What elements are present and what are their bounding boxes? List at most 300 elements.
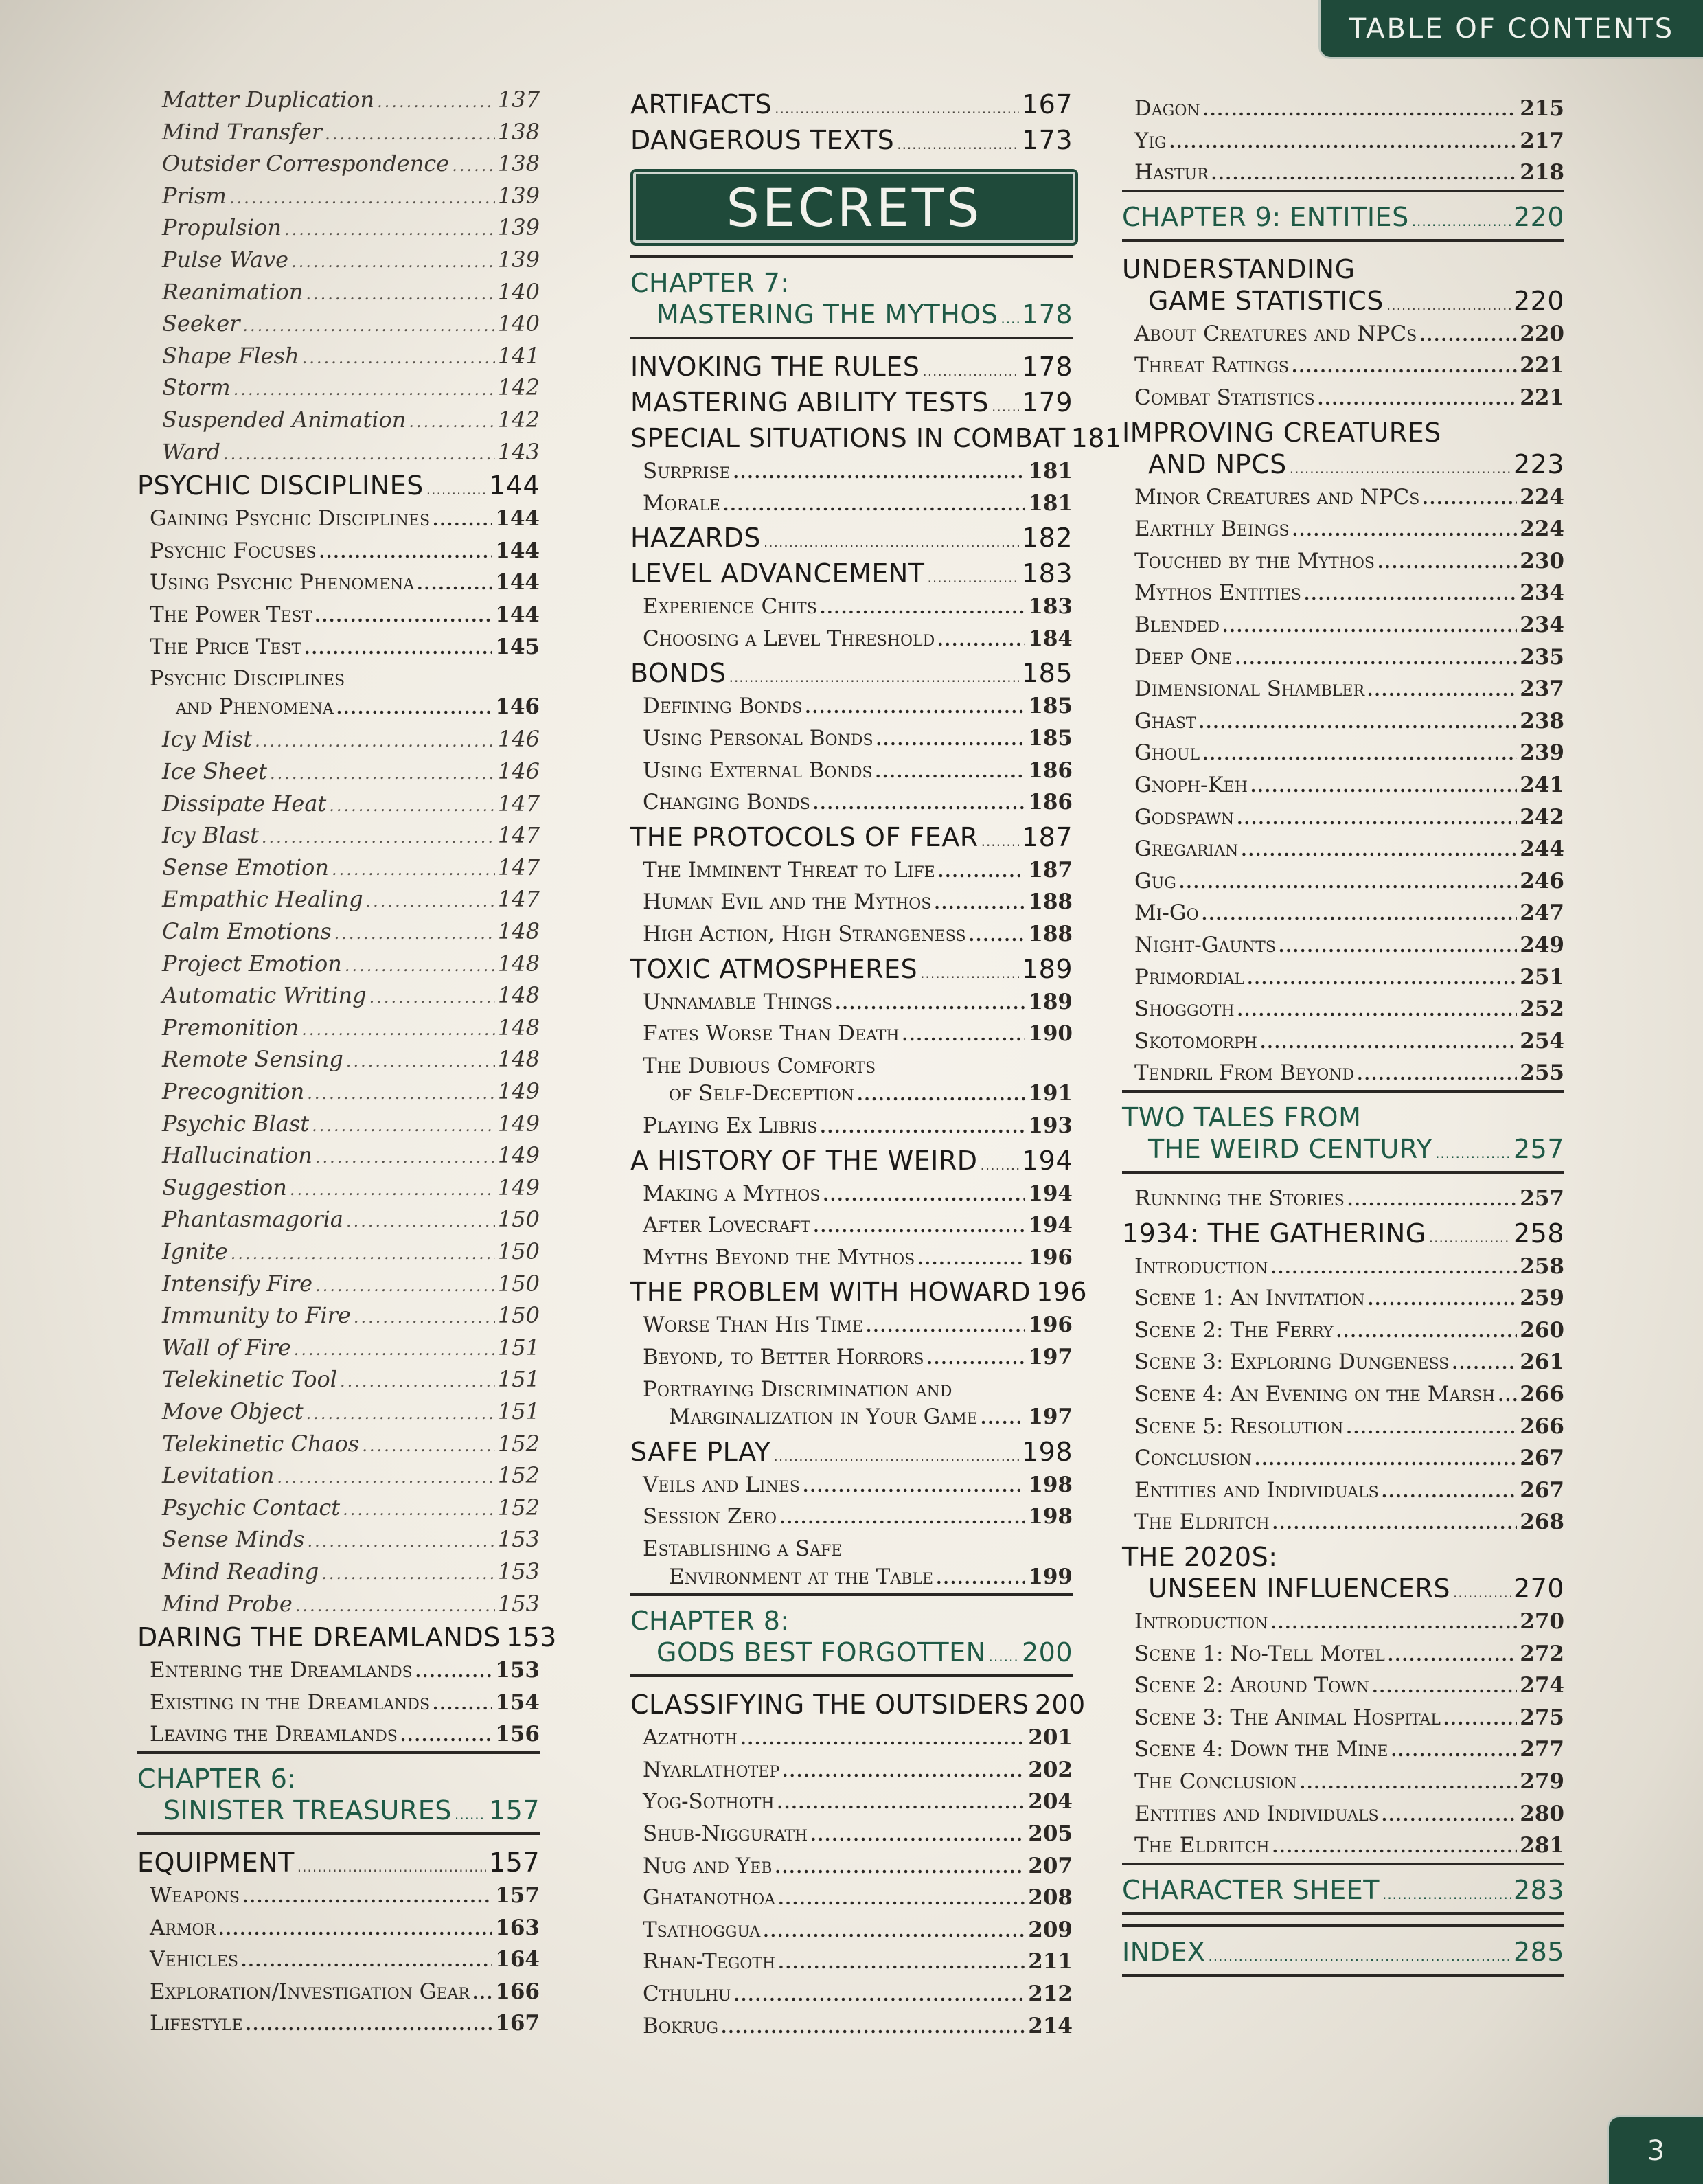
- toc-entry-label: THE WEIRD CENTURY: [1148, 1134, 1433, 1164]
- toc-entry-label: Night-Gaunts: [1134, 933, 1276, 957]
- toc-entry[interactable]: [643, 1758, 1073, 1782]
- dot-leader: [803, 1472, 1025, 1497]
- toc-entry[interactable]: [162, 214, 540, 240]
- toc-entry[interactable]: [150, 1915, 540, 1940]
- dot-leader: [782, 1758, 1025, 1782]
- toc-entry-label: THE PROBLEM WITH HOWARD: [630, 1277, 1031, 1308]
- toc-section-entry[interactable]: [630, 387, 1073, 418]
- dot-leader: [472, 1979, 492, 2004]
- toc-entry[interactable]: [643, 1789, 1073, 1814]
- toc-section-entry[interactable]: [1148, 286, 1564, 316]
- dot-leader: [721, 2014, 1025, 2038]
- dot-leader: [1272, 1510, 1518, 1534]
- dot-leader: [346, 1046, 495, 1072]
- toc-entry[interactable]: [162, 918, 540, 944]
- toc-entry[interactable]: [162, 726, 540, 752]
- toc-entry-page: 197: [1028, 1404, 1073, 1430]
- toc-entry[interactable]: [1134, 1737, 1564, 1762]
- toc-entry-page: 138: [497, 150, 540, 177]
- toc-entry-label: Reanimation: [162, 278, 304, 305]
- toc-entry-page: 151: [497, 1366, 540, 1393]
- dot-leader: [277, 1462, 495, 1488]
- dot-leader: [1292, 516, 1518, 541]
- dot-leader: [1250, 773, 1517, 797]
- toc-entry-page: 230: [1520, 548, 1564, 573]
- toc-entry[interactable]: [162, 790, 540, 817]
- toc-entry[interactable]: [1134, 96, 1564, 121]
- toc-entry[interactable]: [162, 1174, 540, 1201]
- toc-entry-page: 179: [1021, 387, 1073, 418]
- toc-entry[interactable]: [643, 889, 1073, 914]
- toc-entry-label: IMPROVING CREATURES: [1122, 417, 1441, 448]
- toc-entry[interactable]: [162, 1014, 540, 1040]
- toc-entry-label: SINISTER TREASURES: [163, 1795, 452, 1825]
- toc-entry-label: HAZARDS: [630, 523, 761, 554]
- toc-entry[interactable]: [1134, 1286, 1564, 1310]
- toc-entry[interactable]: [643, 1918, 1073, 1942]
- toc-entry[interactable]: [162, 1431, 540, 1457]
- toc-entry[interactable]: [162, 150, 540, 177]
- chapter-divider: [1122, 1090, 1564, 1093]
- toc-entry[interactable]: [162, 951, 540, 977]
- toc-entry[interactable]: [643, 1312, 1073, 1337]
- toc-entry[interactable]: [669, 1404, 1073, 1429]
- dot-leader: [729, 658, 1019, 688]
- toc-entry[interactable]: [1134, 709, 1564, 733]
- toc-entry-label: Scene 4: An Evening on the Marsh: [1134, 1382, 1496, 1407]
- toc-entry-page: 148: [497, 982, 540, 1009]
- toc-chapter-entry[interactable]: [1148, 1134, 1564, 1164]
- toc-entry-label: Dimensional Shambler: [1134, 676, 1365, 702]
- toc-entry-label: Ghoul: [1134, 740, 1200, 766]
- toc-entry[interactable]: [162, 1526, 540, 1552]
- toc-entry[interactable]: [162, 279, 540, 305]
- dot-leader: [294, 1334, 495, 1361]
- dot-leader: [329, 790, 495, 817]
- toc-entry-label: Gaining Psychic Disciplines: [150, 506, 431, 532]
- toc-entry[interactable]: [162, 374, 540, 400]
- toc-entry-label: Storm: [162, 374, 231, 401]
- toc-section-entry[interactable]: [1148, 1573, 1564, 1604]
- toc-entry[interactable]: [162, 119, 540, 145]
- toc-entry-label: Pulse Wave: [162, 247, 289, 273]
- toc-entry[interactable]: [643, 1021, 1073, 1046]
- toc-entry[interactable]: [1134, 1029, 1564, 1054]
- dot-leader: [1270, 1609, 1517, 1634]
- toc-entry[interactable]: [1134, 549, 1564, 573]
- dot-leader: [778, 1885, 1025, 1910]
- toc-entry-page: 234: [1520, 580, 1564, 606]
- toc-entry[interactable]: [643, 1949, 1073, 1974]
- toc-entry-label: DANGEROUS TEXTS: [630, 125, 895, 155]
- toc-entry[interactable]: [162, 822, 540, 848]
- toc-entry-label: Defining Bonds: [643, 694, 803, 719]
- toc-entry[interactable]: [643, 922, 1073, 946]
- toc-entry[interactable]: [162, 1142, 540, 1168]
- toc-entry-page: 183: [1021, 558, 1073, 589]
- dot-leader: [308, 1526, 495, 1552]
- toc-entry-page: 247: [1520, 900, 1564, 926]
- toc-entry[interactable]: [1134, 1382, 1564, 1407]
- dot-leader: [928, 558, 1019, 589]
- toc-entry-label: Mind Transfer: [162, 118, 323, 145]
- toc-entry-label: Nug and Yeb: [643, 1853, 773, 1878]
- toc-entry[interactable]: [162, 87, 540, 113]
- toc-entry-label: Wall of Fire: [162, 1334, 291, 1361]
- toc-entry[interactable]: [162, 1591, 540, 1617]
- toc-entry-label: Godspawn: [1134, 804, 1235, 830]
- toc-entry[interactable]: [1134, 740, 1564, 765]
- toc-entry-page: 163: [495, 1915, 540, 1940]
- toc-entry[interactable]: [1134, 1673, 1564, 1698]
- toc-entry-label: of Self-Deception: [669, 1081, 855, 1106]
- toc-entry[interactable]: [1134, 1060, 1564, 1085]
- toc-section-entry[interactable]: [630, 658, 1073, 688]
- dot-leader: [336, 694, 493, 719]
- toc-section-entry[interactable]: [630, 954, 1073, 984]
- toc-entry[interactable]: [643, 758, 1073, 783]
- toc-entry-label: Deep One: [1134, 644, 1233, 670]
- toc-entry[interactable]: [1134, 869, 1564, 894]
- toc-entry[interactable]: [643, 990, 1073, 1014]
- dot-leader: [981, 1146, 1019, 1176]
- toc-entry[interactable]: [1134, 1609, 1564, 1634]
- toc-entry[interactable]: [150, 1883, 540, 1908]
- toc-chapter-entry[interactable]: [1122, 1937, 1564, 1967]
- toc-entry-page: 261: [1520, 1350, 1564, 1375]
- toc-entry[interactable]: [643, 1854, 1073, 1878]
- dot-leader: [927, 1345, 1026, 1369]
- toc-entry-label: Suggestion: [162, 1174, 287, 1201]
- dot-leader: [936, 1565, 1025, 1589]
- toc-entry[interactable]: [643, 1113, 1073, 1138]
- toc-entry-label: Beyond, to Better Horrors: [643, 1345, 924, 1369]
- toc-entry-label: 1934: THE GATHERING: [1122, 1218, 1426, 1249]
- dot-leader: [813, 790, 1026, 815]
- dot-leader: [218, 1915, 492, 1940]
- dot-leader: [897, 125, 1019, 155]
- toc-entry[interactable]: [643, 858, 1073, 883]
- toc-entry[interactable]: [1134, 1801, 1564, 1826]
- toc-entry-label: SPECIAL SITUATIONS IN COMBAT: [630, 423, 1066, 453]
- dot-leader: [920, 954, 1019, 984]
- toc-entry[interactable]: [1134, 1318, 1564, 1343]
- toc-entry-page: 147: [497, 822, 540, 849]
- toc-entry[interactable]: [150, 635, 540, 659]
- toc-entry[interactable]: [1134, 805, 1564, 830]
- chapter-divider: [630, 255, 1073, 258]
- toc-chapter-entry[interactable]: [1122, 202, 1564, 232]
- toc-entry[interactable]: [150, 1722, 540, 1747]
- toc-entry-label: LEVEL ADVANCEMENT: [630, 558, 925, 589]
- toc-entry[interactable]: [643, 726, 1073, 751]
- toc-entry[interactable]: [643, 790, 1073, 815]
- toc-entry-page: 173: [1021, 125, 1073, 155]
- dot-leader: [229, 183, 495, 209]
- toc-entry[interactable]: [1134, 1641, 1564, 1666]
- toc-entry[interactable]: [162, 343, 540, 369]
- toc-entry[interactable]: [1134, 1414, 1564, 1439]
- toc-entry[interactable]: [1134, 321, 1564, 346]
- toc-entry-page: 196: [1028, 1244, 1073, 1270]
- toc-entry[interactable]: [162, 1302, 540, 1328]
- toc-entry-page: 277: [1520, 1737, 1564, 1762]
- toc-entry-page: 152: [497, 1430, 540, 1457]
- toc-chapter-entry[interactable]: [1122, 1875, 1564, 1905]
- dot-leader: [1336, 1318, 1518, 1343]
- toc-entry[interactable]: [1134, 965, 1564, 990]
- dot-leader: [1382, 1478, 1518, 1503]
- toc-entry[interactable]: [1134, 645, 1564, 670]
- toc-chapter-entry[interactable]: [163, 1795, 540, 1825]
- toc-entry-page: 142: [497, 374, 540, 401]
- dot-leader: [409, 407, 495, 433]
- toc-entry[interactable]: [162, 407, 540, 433]
- toc-entry[interactable]: [1134, 1705, 1564, 1730]
- dot-leader: [1357, 1060, 1517, 1085]
- toc-entry[interactable]: [643, 1504, 1073, 1529]
- toc-entry[interactable]: [1134, 837, 1564, 861]
- toc-section-entry[interactable]: [630, 1690, 1086, 1720]
- toc-entry[interactable]: [162, 1046, 540, 1072]
- toc-entry[interactable]: [150, 2011, 540, 2036]
- toc-entry[interactable]: [150, 1658, 540, 1683]
- toc-chapter-entry[interactable]: [656, 1637, 1073, 1668]
- toc-entry[interactable]: [643, 1821, 1073, 1846]
- toc-entry[interactable]: [643, 1885, 1073, 1910]
- toc-entry-label: Project Emotion: [162, 950, 342, 977]
- toc-entry[interactable]: [162, 886, 540, 912]
- toc-section-entry[interactable]: [630, 352, 1073, 382]
- toc-entry[interactable]: [1134, 676, 1564, 701]
- toc-entry-page: 200: [1034, 1690, 1086, 1720]
- toc-chapter-entry[interactable]: [656, 299, 1073, 330]
- toc-entry-page: 140: [497, 310, 540, 337]
- dot-leader: [343, 1494, 495, 1521]
- toc-entry[interactable]: [1134, 1510, 1564, 1534]
- toc-section-entry[interactable]: [630, 1277, 1088, 1308]
- toc-entry[interactable]: [150, 1947, 540, 1972]
- toc-section-entry[interactable]: [630, 523, 1073, 553]
- toc-entry[interactable]: [150, 570, 540, 595]
- toc-entry-page: 259: [1520, 1286, 1564, 1311]
- toc-section-entry[interactable]: [630, 1146, 1073, 1176]
- toc-entry[interactable]: [162, 1238, 540, 1264]
- toc-entry-page: 153: [497, 1558, 540, 1584]
- toc-entry[interactable]: [1134, 1769, 1564, 1794]
- dot-leader: [291, 247, 495, 273]
- toc-entry[interactable]: [162, 1334, 540, 1361]
- toc-entry[interactable]: [643, 1213, 1073, 1238]
- toc-entry[interactable]: [669, 1565, 1073, 1589]
- toc-entry-label: Session Zero: [643, 1504, 777, 1529]
- toc-entry[interactable]: [1134, 1478, 1564, 1503]
- toc-entry-label: Environment at the Table: [669, 1564, 934, 1589]
- toc-entry[interactable]: [1134, 516, 1564, 541]
- toc-entry[interactable]: [643, 1181, 1073, 1206]
- toc-entry-label: Cthulhu: [643, 1981, 731, 2006]
- toc-entry[interactable]: [643, 2014, 1073, 2038]
- toc-entry[interactable]: [162, 758, 540, 784]
- toc-entry[interactable]: [643, 1981, 1073, 2006]
- toc-entry[interactable]: [643, 1245, 1073, 1270]
- dot-leader: [426, 470, 486, 501]
- dot-leader: [321, 1558, 495, 1584]
- toc-entry-label: Suspended Animation: [162, 407, 407, 433]
- toc-entry[interactable]: [1134, 1833, 1564, 1858]
- toc-entry-label: MASTERING ABILITY TESTS: [630, 387, 990, 418]
- toc-section-entry[interactable]: [137, 1622, 557, 1653]
- toc-entry-label: CLASSIFYING THE OUTSIDERS: [630, 1690, 1029, 1720]
- toc-entry[interactable]: [162, 1111, 540, 1137]
- toc-entry[interactable]: [669, 1081, 1073, 1106]
- toc-entry[interactable]: [643, 594, 1073, 619]
- toc-entry[interactable]: [643, 459, 1073, 484]
- toc-entry[interactable]: [1134, 160, 1564, 185]
- toc-entry-label: Ignite: [162, 1238, 228, 1264]
- toc-section-entry[interactable]: [1122, 1218, 1564, 1249]
- toc-entry-page: 183: [1028, 594, 1073, 619]
- toc-entry[interactable]: [643, 1472, 1073, 1497]
- dot-leader: [1270, 1254, 1517, 1279]
- toc-section-entry[interactable]: [630, 89, 1073, 120]
- toc-entry-page: 272: [1520, 1641, 1564, 1666]
- toc-entry[interactable]: [176, 694, 540, 719]
- toc-entry-label: The Conclusion: [1134, 1769, 1297, 1794]
- toc-entry-page: 207: [1028, 1853, 1073, 1878]
- toc-entry[interactable]: [162, 854, 540, 880]
- dot-leader: [452, 150, 495, 177]
- toc-entry-page: 258: [1520, 1253, 1564, 1279]
- toc-entry[interactable]: [1134, 580, 1564, 605]
- toc-entry[interactable]: [643, 1345, 1073, 1369]
- toc-entry-label: Gnoph-Keh: [1134, 773, 1248, 797]
- toc-entry[interactable]: [162, 1206, 540, 1232]
- toc-entry[interactable]: [162, 982, 540, 1008]
- toc-entry-label: Bokrug: [643, 2013, 718, 2038]
- toc-entry-page: 241: [1520, 773, 1564, 797]
- toc-entry[interactable]: [643, 626, 1073, 651]
- toc-entry-label: Sense Emotion: [162, 854, 329, 880]
- toc-entry[interactable]: [162, 439, 540, 465]
- dot-leader: [307, 1078, 495, 1104]
- toc-entry[interactable]: [1134, 485, 1564, 510]
- toc-entry[interactable]: [162, 1366, 540, 1392]
- dot-leader: [366, 886, 495, 912]
- toc-entry[interactable]: [1134, 1186, 1564, 1211]
- toc-entry-page: 145: [495, 634, 540, 659]
- dot-leader: [1001, 299, 1019, 330]
- toc-entry-label: The Dubious Comforts: [643, 1053, 876, 1078]
- toc-entry-page: 149: [497, 1110, 540, 1137]
- toc-entry[interactable]: [1134, 1350, 1564, 1374]
- toc-entry[interactable]: [162, 247, 540, 273]
- toc-entry-page: 194: [1021, 1145, 1073, 1176]
- dot-leader: [777, 1789, 1026, 1814]
- toc-entry[interactable]: [1134, 997, 1564, 1021]
- toc-entry-label: Propulsion: [162, 214, 282, 241]
- dot-leader: [1300, 1769, 1518, 1794]
- toc-entry-page: 153: [505, 1622, 557, 1653]
- toc-entry[interactable]: [162, 1558, 540, 1584]
- toc-entry-label: The Eldritch: [1134, 1833, 1270, 1858]
- toc-entry[interactable]: [643, 491, 1073, 516]
- toc-entry[interactable]: [1134, 900, 1564, 925]
- toc-section-entry[interactable]: [630, 822, 1073, 852]
- toc-section-entry[interactable]: [630, 558, 1073, 589]
- toc-entry[interactable]: [162, 310, 540, 337]
- toc-entry-label: Shub-Niggurath: [643, 1821, 808, 1846]
- toc-entry-page: 267: [1520, 1477, 1564, 1503]
- toc-entry[interactable]: [150, 506, 540, 531]
- toc-entry[interactable]: [1134, 773, 1564, 797]
- toc-entry-label: The Imminent Threat to Life: [643, 857, 935, 883]
- toc-entry[interactable]: [1134, 353, 1564, 378]
- toc-entry[interactable]: [150, 1979, 540, 2004]
- toc-section-entry[interactable]: [630, 423, 1122, 453]
- toc-entry[interactable]: [643, 694, 1073, 718]
- toc-entry-page: 239: [1520, 740, 1564, 766]
- toc-section-entry[interactable]: [137, 470, 540, 501]
- dot-leader: [1290, 449, 1511, 479]
- toc-entry-page: 146: [497, 726, 540, 753]
- toc-entry-label: Combat Statistics: [1134, 385, 1315, 410]
- toc-entry-label: Using Personal Bonds: [643, 726, 873, 751]
- toc-entry-page: 235: [1520, 644, 1564, 670]
- toc-section-entry[interactable]: [137, 1847, 540, 1878]
- toc-section-entry[interactable]: [630, 1437, 1073, 1467]
- toc-entry-page: 193: [1028, 1113, 1073, 1138]
- dot-leader: [1279, 933, 1517, 957]
- dot-leader: [1272, 1833, 1518, 1858]
- toc-entry[interactable]: [1134, 128, 1564, 153]
- toc-entry-label: Dagon: [1134, 96, 1200, 121]
- toc-entry[interactable]: [1134, 933, 1564, 957]
- toc-entry-page: 144: [488, 470, 540, 501]
- toc-entry-page: 167: [1021, 89, 1073, 120]
- toc-entry[interactable]: [162, 1271, 540, 1297]
- toc-section-entry[interactable]: [630, 125, 1073, 155]
- dot-leader: [1382, 1801, 1518, 1826]
- toc-entry-page: 164: [495, 1947, 540, 1972]
- toc-entry[interactable]: [162, 1494, 540, 1521]
- toc-entry[interactable]: [150, 1690, 540, 1715]
- toc-entry-label: Armor: [150, 1915, 216, 1940]
- toc-entry[interactable]: [162, 1462, 540, 1488]
- toc-entry[interactable]: [162, 1078, 540, 1104]
- toc-section-entry[interactable]: [1148, 449, 1564, 479]
- dot-leader: [1247, 965, 1517, 990]
- toc-entry[interactable]: [1134, 613, 1564, 637]
- dot-leader: [764, 523, 1019, 553]
- toc-entry[interactable]: [1134, 1254, 1564, 1279]
- toc-entry-page: 268: [1520, 1510, 1564, 1535]
- toc-entry-page: 142: [497, 407, 540, 433]
- toc-entry-page: 224: [1520, 484, 1564, 510]
- toc-entry[interactable]: [150, 538, 540, 563]
- toc-entry-page: 254: [1520, 1028, 1564, 1054]
- toc-entry[interactable]: [162, 183, 540, 209]
- toc-entry[interactable]: [1134, 385, 1564, 410]
- toc-entry-label: Icy Mist: [162, 726, 253, 753]
- toc-entry-label: Existing in the Dreamlands: [150, 1690, 431, 1715]
- toc-entry[interactable]: [1134, 1446, 1564, 1470]
- toc-entry-page: 144: [495, 506, 540, 532]
- toc-entry[interactable]: [150, 602, 540, 627]
- toc-entry[interactable]: [643, 1725, 1073, 1750]
- toc-entry[interactable]: [162, 1398, 540, 1424]
- dot-leader: [1208, 1937, 1511, 1967]
